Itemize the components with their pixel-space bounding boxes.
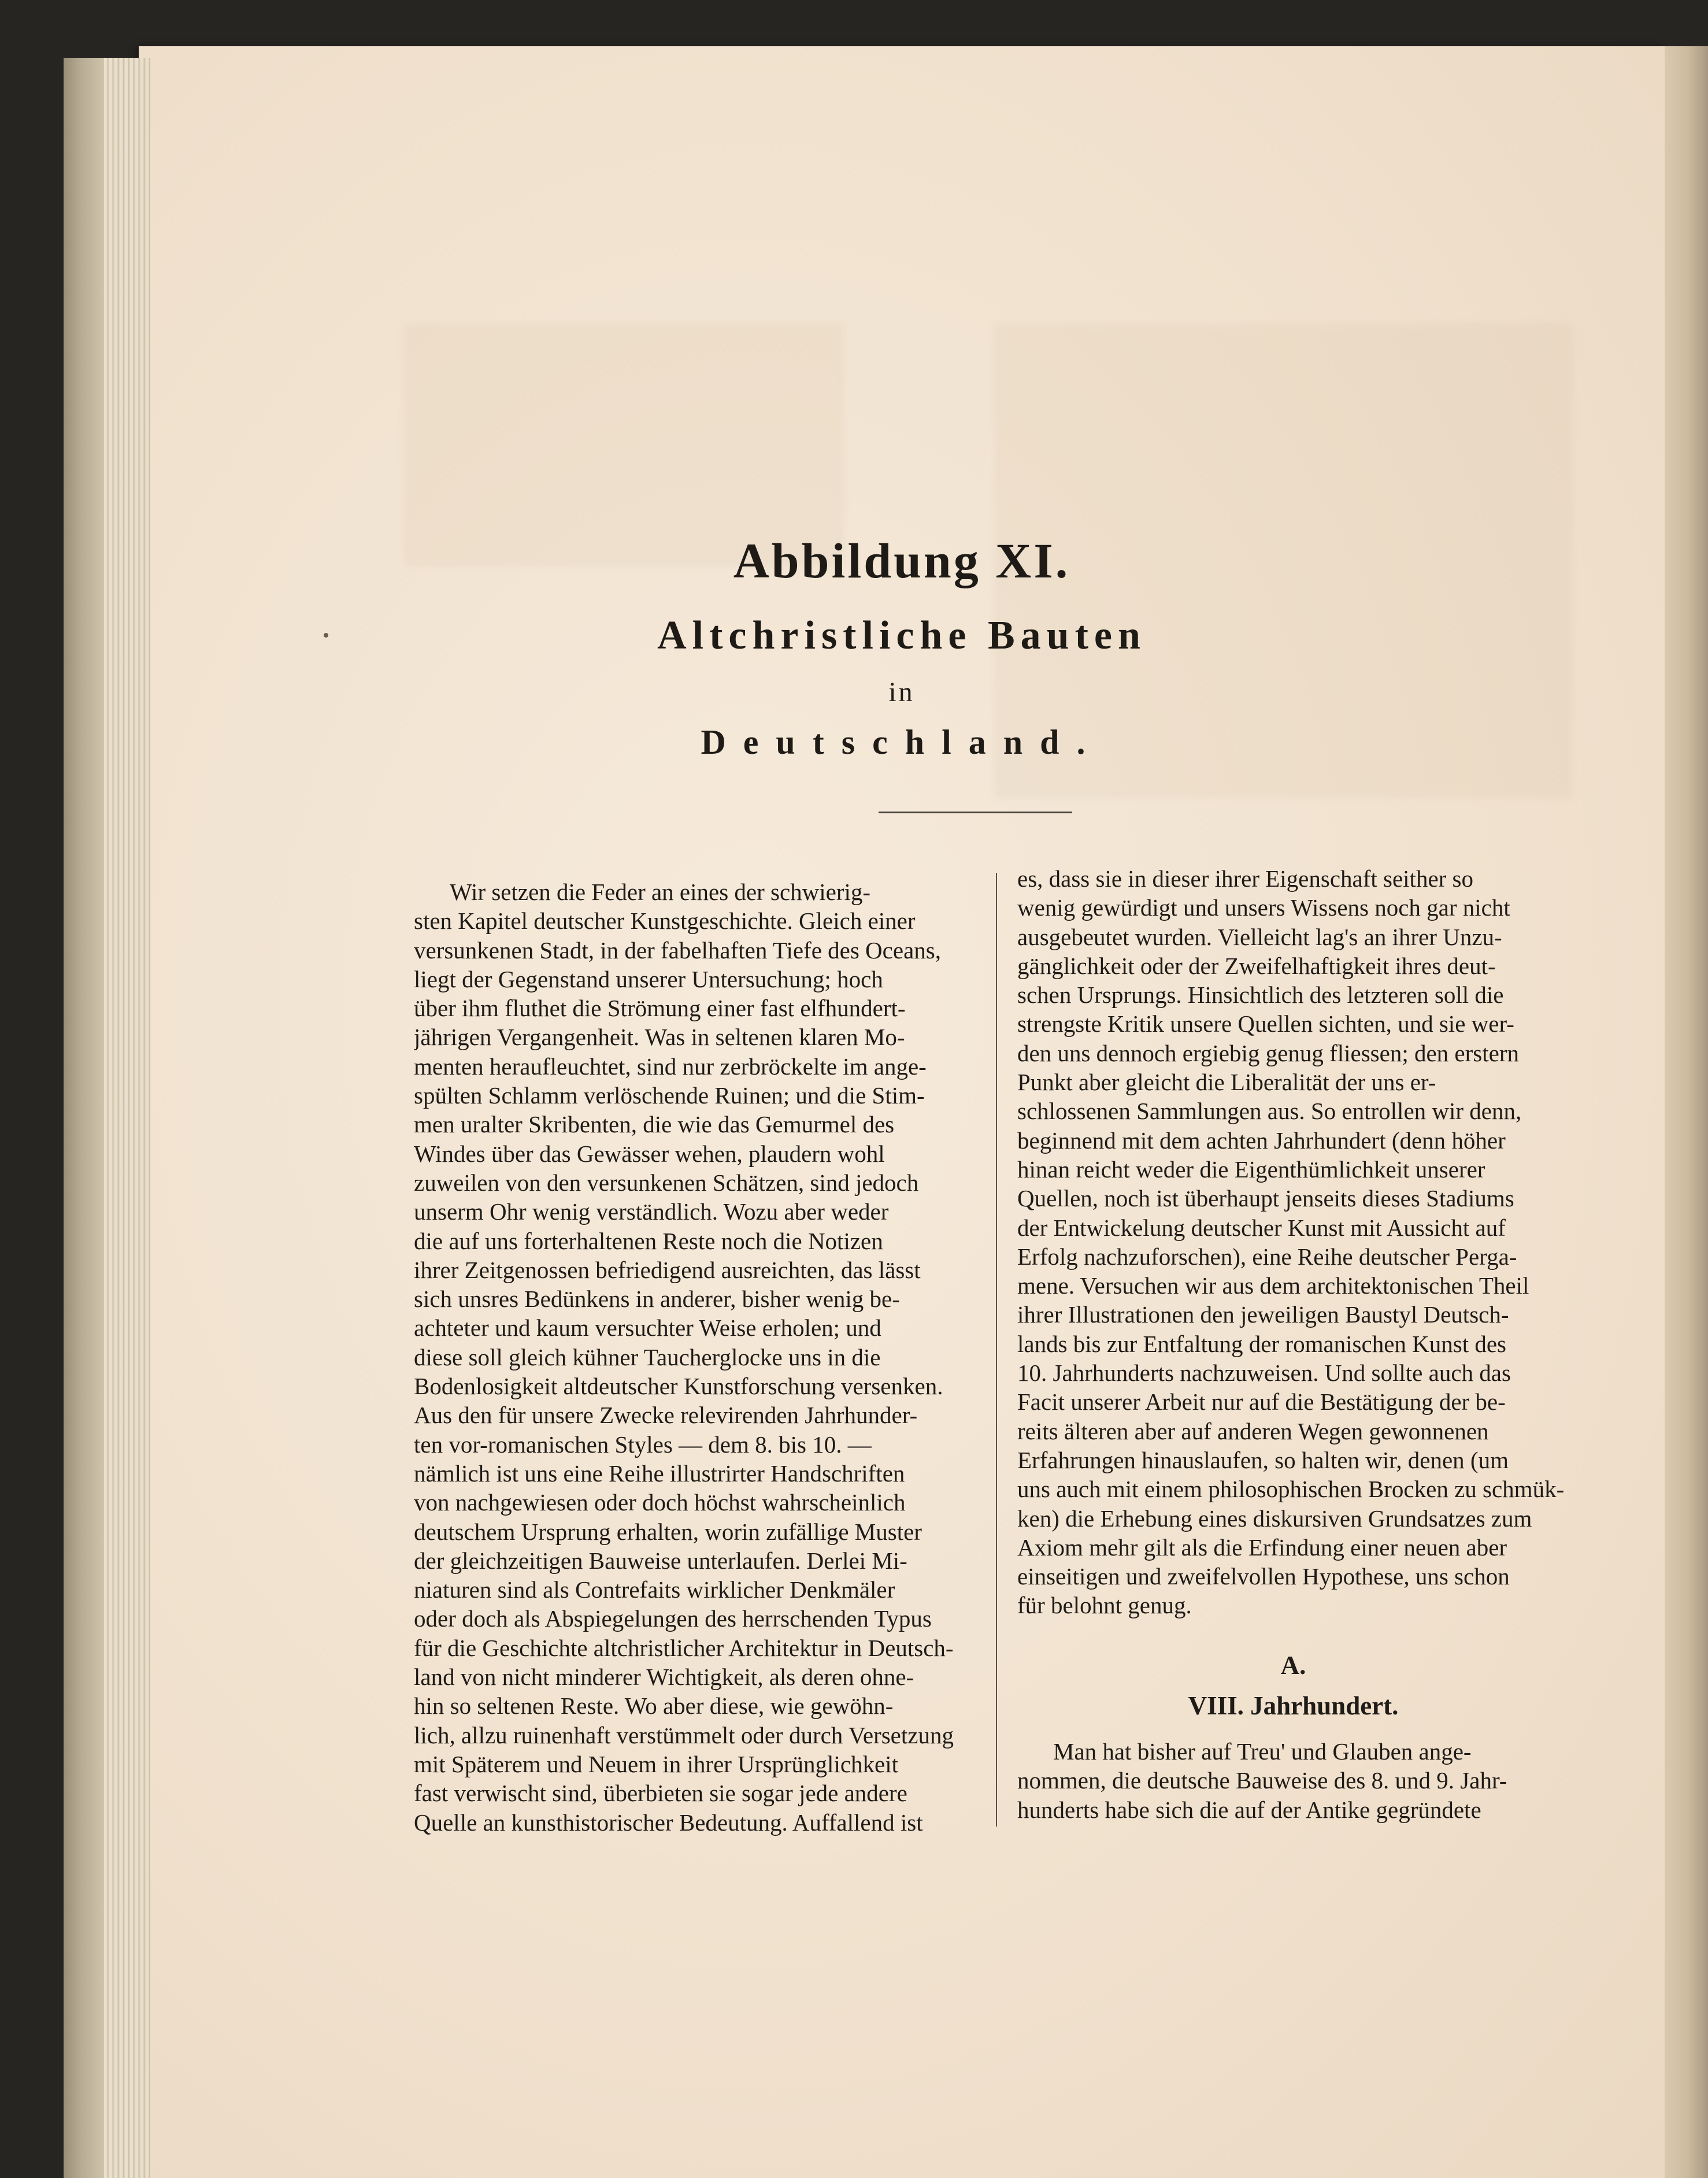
text-line: für belohnt genug. <box>1017 1592 1192 1619</box>
text-line: Quellen, noch ist überhaupt jenseits dieses Stadiums <box>1017 1185 1514 1212</box>
text-line: die auf uns forterhaltenen Reste noch die Notizen <box>414 1227 883 1254</box>
text-line: schen Ursprungs. Hinsichtlich des letzteren soll die <box>1017 981 1504 1009</box>
column-divider <box>996 873 997 1827</box>
text-line: für die Geschichte altchristlicher Architektur in Deutsch- <box>414 1634 954 1661</box>
text-line: Windes über das Gewässer wehen, plaudern wohl <box>414 1140 885 1167</box>
section-title: VIII. Jahrhundert. <box>1188 1691 1399 1720</box>
text-line: jährigen Vergangenheit. Was in seltenen klaren Mo- <box>414 1024 905 1051</box>
text-line: mene. Versuchen wir aus dem architektonischen Theil <box>1017 1272 1529 1299</box>
text-line: Erfahrungen hinauslaufen, so halten wir, denen (um <box>1017 1446 1509 1473</box>
bleed-through-left <box>405 324 844 566</box>
text-line: Bodenlosigkeit altdeutscher Kunstforschung versenken. <box>414 1373 943 1400</box>
text-line: versunkenen Stadt, in der fabelhaften Tiefe des Oceans, <box>414 936 941 964</box>
text-line: Wir setzen die Feder an eines der schwierig- <box>450 879 871 905</box>
text-line: achteter und kaum versuchter Weise erholen; und <box>414 1314 881 1342</box>
text-line: schlossenen Sammlungen aus. So entrollen wir denn, <box>1017 1098 1522 1125</box>
text-line: Punkt aber gleicht die Liberalität der uns er- <box>1017 1069 1436 1096</box>
text-line: ken) die Erhebung eines diskursiven Grundsatzes zum <box>1017 1505 1532 1532</box>
text-line: liegt der Gegenstand unserer Untersuchung; hoch <box>414 965 883 992</box>
text-line: einseitigen und zweifelvollen Hypothese, uns schon <box>1017 1563 1510 1590</box>
text-line: 10. Jahrhunderts nachzuweisen. Und sollte auch das <box>1017 1360 1511 1387</box>
section-letter: A. <box>1280 1651 1306 1680</box>
text-line: beginnend mit dem achten Jahrhundert (denn höher <box>1017 1127 1506 1154</box>
text-line: diese soll gleich kühner Taucherglocke uns in die <box>414 1343 881 1370</box>
text-line: nämlich ist uns eine Reihe illustrirter Handschriften <box>414 1460 905 1487</box>
text-line: hin so seltenen Reste. Wo aber diese, wie gewöhn- <box>414 1692 894 1720</box>
text-line: von nachgewiesen oder doch höchst wahrscheinlich <box>414 1489 906 1516</box>
text-line: es, dass sie in dieser ihrer Eigenschaft seither so <box>1017 865 1474 892</box>
text-line: Facit unserer Arbeit nur auf die Bestätigung der be- <box>1017 1388 1506 1416</box>
text-line: den uns dennoch ergiebig genug fliessen; den erstern <box>1017 1039 1519 1066</box>
text-line: der gleichzeitigen Bauweise unterlaufen. Derlei Mi- <box>414 1547 907 1574</box>
text-line: menten heraufleuchtet, sind nur zerbröckelte im ange- <box>414 1053 927 1080</box>
facing-page-edge <box>1665 46 1708 2178</box>
text-line: lich, allzu ruinenhaft verstümmelt oder durch Versetzung <box>414 1721 954 1749</box>
text-line: Axiom mehr gilt als die Erfindung einer neuen aber <box>1017 1534 1507 1561</box>
text-line: zuweilen von den versunkenen Schätzen, sind jedoch <box>414 1169 919 1196</box>
text-line: ausgebeutet wurden. Vielleicht lag's an ihrer Unzu- <box>1017 923 1502 950</box>
text-line: spülten Schlamm verlöschende Ruinen; und die Stim- <box>414 1082 925 1109</box>
text-line: hinan reicht weder die Eigenthümlichkeit unserer <box>1017 1155 1485 1183</box>
left-column <box>414 877 968 1837</box>
text-line: ihrer Illustrationen den jeweiligen Baustyl Deutsch- <box>1017 1301 1509 1328</box>
text-line: fast verwischt sind, überbieten sie sogar jede andere <box>414 1780 907 1807</box>
text-line: Erfolg nachzuforschen), eine Reihe deutscher Perga- <box>1017 1243 1517 1270</box>
text-line: mit Späterem und Neuem in ihrer Ursprünglichkeit <box>414 1750 899 1777</box>
text-line: gänglichkeit oder der Zweifelhaftigkeit ihres deut- <box>1017 952 1496 979</box>
abbildung-heading: Abbildung XI. <box>733 533 1070 588</box>
text-line: men uralter Skribenten, die wie das Gemurmel des <box>414 1111 895 1138</box>
text-line: deutschem Ursprung erhalten, worin zufällige Muster <box>414 1518 922 1545</box>
text-line: über ihm fluthet die Strömung einer fast elfhundert- <box>414 995 906 1022</box>
text-line: ihrer Zeitgenossen befriedigend ausreichten, das lässt <box>414 1256 921 1283</box>
text-line: niaturen sind als Contrefaits wirklicher Denkmäler <box>414 1576 895 1603</box>
text-line: hunderts habe sich die auf der Antike gegründete <box>1017 1796 1481 1823</box>
title-connector: in <box>888 677 915 708</box>
text-line: oder doch als Abspiegelungen des herrschenden Typus <box>414 1605 932 1632</box>
page-edges <box>104 58 150 2178</box>
text-line: uns auch mit einem philosophischen Brocken zu schmük- <box>1017 1476 1565 1503</box>
text-line: nommen, die deutsche Bauweise des 8. und 9. Jahr- <box>1017 1767 1507 1794</box>
text-line: Aus den für unsere Zwecke relevirenden Jahrhunder- <box>414 1402 918 1429</box>
text-line: Quelle an kunsthistorischer Bedeutung. Auffallend ist <box>414 1809 923 1836</box>
text-line: sten Kapitel deutscher Kunstgeschichte. Gleich einer <box>414 908 916 935</box>
right-column-continued <box>1017 1737 1569 1824</box>
text-line: reits älteren aber auf anderen Wegen gewonnenen <box>1017 1417 1489 1444</box>
title-country: Deutschland. <box>701 723 1103 761</box>
text-line: Man hat bisher auf Treu' und Glauben ange- <box>1053 1738 1472 1765</box>
text-line: lands bis zur Entfaltung der romanischen Kunst des <box>1017 1330 1507 1357</box>
article-title: Altchristliche Bauten <box>657 613 1146 658</box>
text-line: sich unsres Bedünkens in anderer, bisher wenig be- <box>414 1286 900 1313</box>
title-rule <box>879 812 1072 813</box>
right-column <box>1017 864 1569 1620</box>
text-line: strengste Kritik unsere Quellen sichten, und sie wer- <box>1017 1010 1514 1038</box>
text-line: wenig gewürdigt und unsers Wissens noch gar nicht <box>1017 894 1510 921</box>
text-line: der Entwickelung deutscher Kunst mit Aussicht auf <box>1017 1214 1506 1241</box>
text-line: unserm Ohr wenig verständlich. Wozu aber weder <box>414 1198 889 1225</box>
text-line: land von nicht minderer Wichtigkeit, als deren ohne- <box>414 1664 914 1691</box>
text-line: ten vor-romanischen Styles — dem 8. bis 10. — <box>414 1431 872 1458</box>
